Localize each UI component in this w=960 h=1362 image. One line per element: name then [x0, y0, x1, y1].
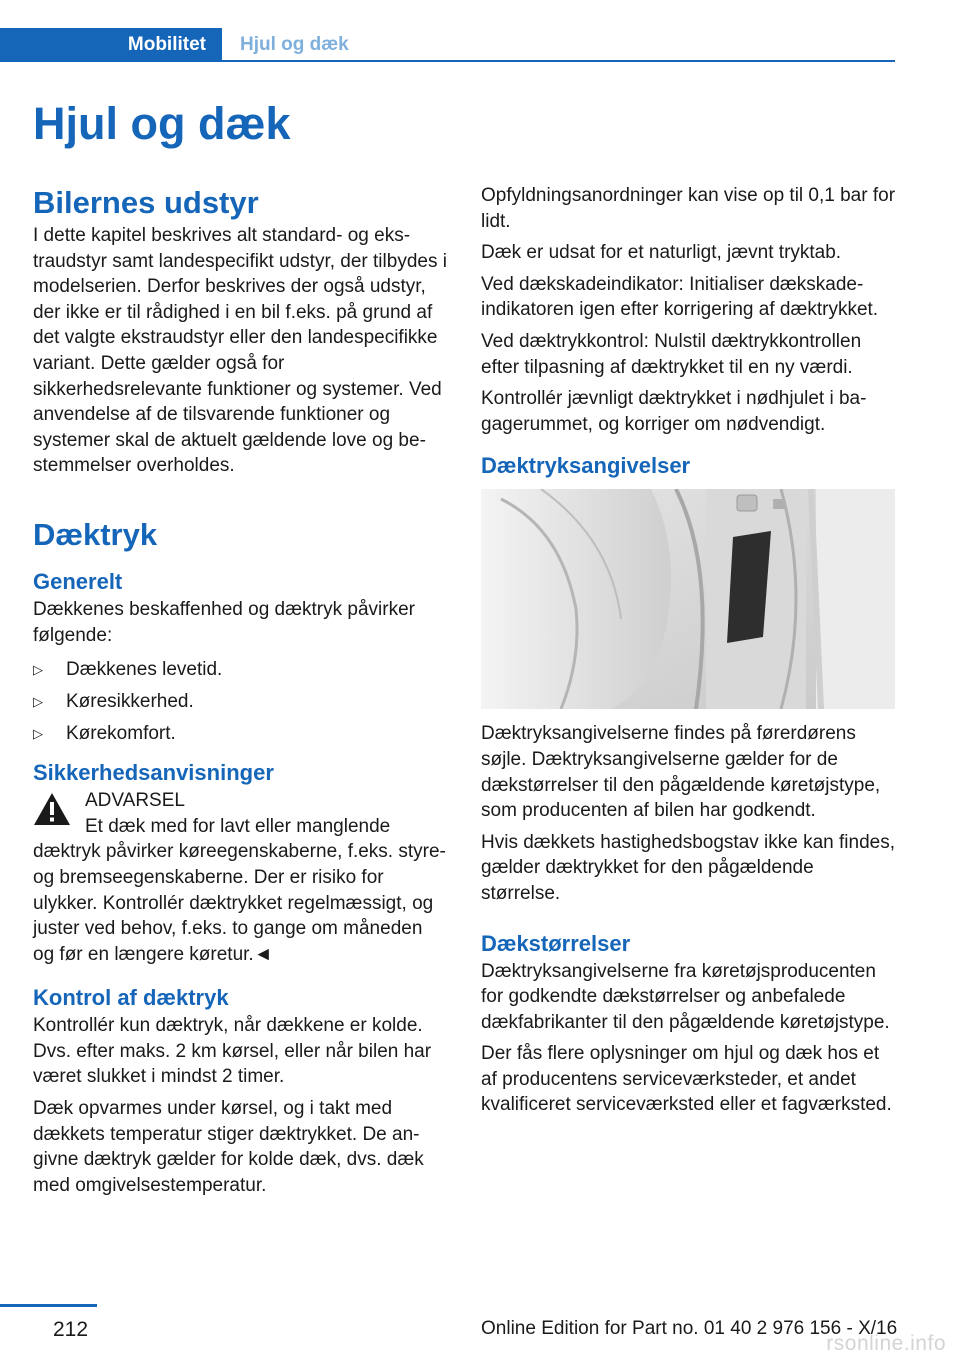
warning-first-line: Et dæk med for lavt eller manglende: [85, 815, 391, 837]
subheading-angivelser: Dæktryksangivelser: [481, 453, 691, 479]
section-heading-udstyr: Bilernes udstyr: [33, 185, 259, 220]
angivelser-body-1: Dæktryksangivelserne findes på førerdørens søjle. Dæktryksangivelserne gælder for de dækstørrelser til den pågældende køretøjstype, som producenten af bilen har godkendt.: [481, 723, 881, 822]
right-body-5: Kontrollér jævnligt dæktrykket i nødhjulet i bagagerummet, og korriger om nødvendigt.: [481, 388, 867, 435]
list-item: ▷ Dækkenes levetid.: [33, 654, 448, 686]
triangle-bullet-icon: ▷: [33, 662, 43, 678]
header-tabbar: [0, 28, 895, 62]
subheading-sikkerhed: Sikkerhedsanvisninger: [33, 760, 274, 786]
page-title: Hjul og dæk: [33, 98, 291, 149]
warning-body: dæktryk påvirker køreegenskaberne, f.eks. styre- og bremseegenskaberne. Der er risiko for ulykker. Kontrollér dæktrykket regelmæssigt, og juster ved behov, f.eks. to gange om måneden og før en længere køretur.◄: [33, 841, 446, 965]
warning-triangle-icon: [33, 792, 71, 826]
warning-label: ADVARSEL: [85, 790, 185, 812]
right-body-1: Opfyldningsanordninger kan vise op til 0,1 bar for lidt.: [481, 185, 896, 232]
stoerrelser-body-1: Dæktryksangivelserne fra køretøjsproducenten for godkendte dækstørrelser og anbefalede dækfabrikanter til den pågældende køretøjstype.: [481, 960, 890, 1033]
page-number: 212: [53, 1318, 89, 1341]
generelt-body: Dækkenes beskaffenhed og dæktryk påvirker følgende:: [33, 598, 415, 646]
subheading-kontrol: Kontrol af dæktryk: [33, 985, 229, 1011]
header-rule: [0, 60, 895, 62]
subheading-stoerrelser: Dækstørrelser: [481, 930, 631, 956]
angivelser-body-2: Hvis dækkets hastighedsbogstav ikke kan findes, gælder dæktrykket for den pågældende størrelse.: [481, 831, 895, 904]
right-body-3: Ved dækskadeindikator: Initialiser dækskadeindikatoren igen efter korrigering af dæktrykket.: [481, 273, 879, 321]
udstyr-body: I dette kapitel beskrives alt standard- og ekstraudstyr samt landespecifikt udstyr, der tilbydes i modelserien. Derfor beskrives der også udstyr, der ikke er til rådighed i en bil f.eks. på grund af det valgte ekstraudstyr eller den landespecifikke variant. Dette gælder også for sikkerhedsrelevante funktioner og systemer. Ved anvendelse af de tilsvarende funktioner og systemer skal de aktuelt gældende love og bestemmelser overholdes.: [33, 225, 447, 477]
tab-hjul-og-daek[interactable]: Hjul og dæk: [240, 33, 349, 55]
warning-block: [33, 788, 448, 967]
right-column: [481, 183, 897, 1124]
footer-edition: Online Edition for Part no. 01 40 2 976 156 - X/16: [481, 1318, 898, 1339]
footer-rule: [0, 1304, 97, 1307]
left-column: [33, 183, 448, 1204]
door-pillar-photo: [481, 489, 895, 709]
right-body-2: Dæk er udsat for et naturligt, jævnt tryktab.: [481, 242, 842, 264]
section-heading-daektryk: Dæktryk: [33, 516, 158, 552]
subheading-generelt: Generelt: [33, 568, 123, 594]
watermark: rsonline.info: [826, 1332, 946, 1355]
kontrol-body-1: Kontrollér kun dæktryk, når dækkene er kolde. Dvs. efter maks. 2 km kørsel, eller når bilen har været slukket i mindst 2 timer.: [33, 1015, 432, 1088]
triangle-bullet-icon: ▷: [33, 694, 43, 710]
triangle-bullet-icon: ▷: [33, 726, 43, 742]
list-item: ▷ Køresikkerhed.: [33, 686, 448, 718]
tab-mobilitet[interactable]: Mobilitet: [0, 28, 222, 61]
list-item: ▷ Kørekomfort.: [33, 718, 448, 750]
kontrol-body-2: Dæk opvarmes under kørsel, og i takt med dækkets temperatur stiger dæktrykket. De angivne dæktryk gælder for kolde dæk, dvs. dæk med omgivelsestemperatur.: [33, 1098, 424, 1196]
stoerrelser-body-2: Der fås flere oplysninger om hjul og dæk hos et af producentens serviceværksteder, et andet kvalificeret serviceværksted eller et fagværksted.: [481, 1043, 892, 1116]
bullet-list: [33, 654, 448, 750]
right-body-4: Ved dæktrykkontrol: Nulstil dæktrykkontrollen efter tilpasning af dæktrykket til en ny værdi.: [481, 330, 862, 378]
